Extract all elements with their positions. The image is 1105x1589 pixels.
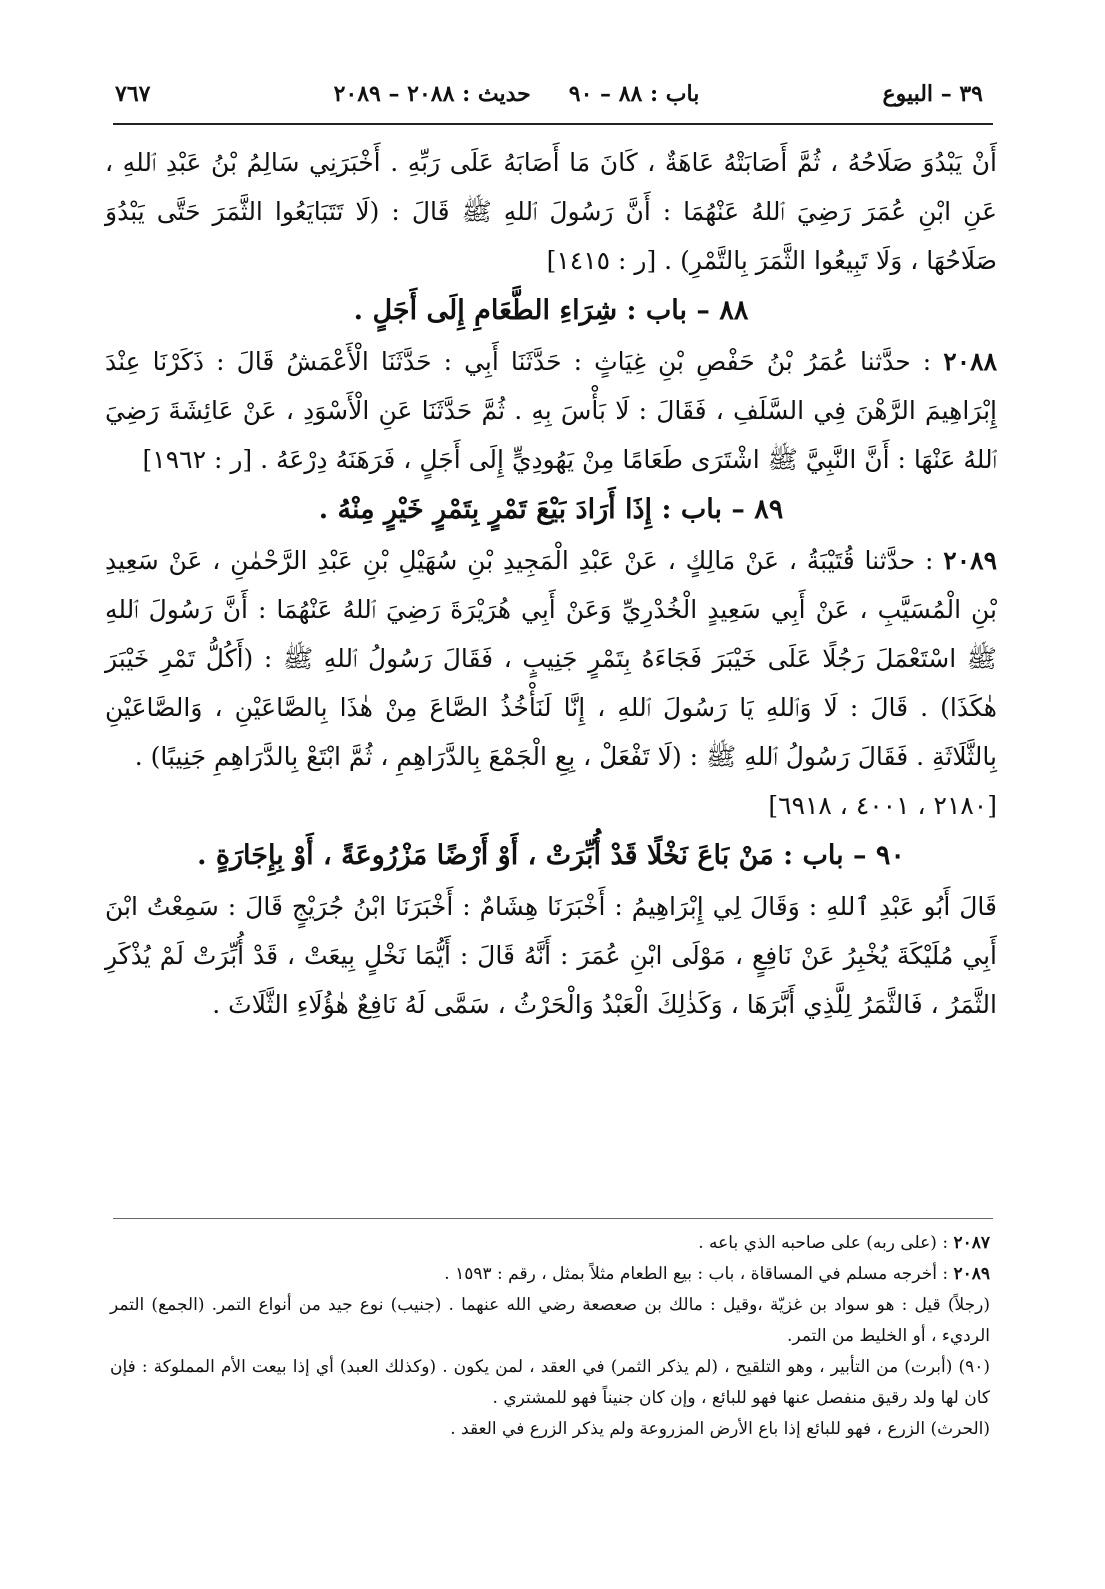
hadith-reference-line-2089 [105, 781, 997, 830]
footnotes [110, 1228, 990, 1445]
paragraph-text-90: قَالَ أَبُو عَبْدِ ٱللهِ : وَقَالَ لِي إِبْرَاهِيمُ : أَخْبَرَنَا هِشَامٌ : أَخْبَرَنَا ابْنُ جُرَيْجٍ قَالَ : سَمِعْتُ ابْنَ أَبِي مُلَيْكَةَ يُخْبِرُ عَنْ نَافِعٍ ، مَوْلَى ابْنِ عُمَرَ : أَنَّهُ قَالَ : أَيُّمَا نَخْلٍ بِيعَتْ ، قَدْ أُبِّرَتْ لَمْ يُذْكَرِ الثَّمَرُ ، فَالثَّمَرُ لِلَّذِي أَبَّرَهَا ، وَكَذٰلِكَ الْعَبْدُ وَالْحَرْثُ ، سَمَّى لَهُ نَافِعٌ هٰؤُلَاءِ الثَّلَاثَ . [105, 892, 997, 1019]
footnote-text-2087: : (على ربه) على صاحبه الذي باعه . [698, 1233, 949, 1253]
footnote-text-2089: : أخرجه مسلم في المساقاة ، باب : بيع الطعام مثلاً بمثل ، رقم : ١٥٩٣ . [444, 1264, 949, 1284]
hadith-2088 [105, 337, 997, 484]
hadith-text-2088: : حدَّثنا عُمَرُ بْنُ حَفْصِ بْنِ غِيَاثٍ : حَدَّثَنَا أَبِي : حَدَّثَنَا الْأَعْمَشُ قَالَ : ذَكَرْنَا عِنْدَ إِبْرَاهِيمَ الرَّهْنَ فِي السَّلَفِ ، فَقَالَ : لَا بَأْسَ بِهِ . ثُمَّ حَدَّثَنَا عَنِ الْأَسْوَدِ ، عَنْ عَائِشَةَ رَضِيَ ٱللهُ عَنْهَا : أَنَّ النَّبِيَّ ﷺ اشْتَرَى طَعَامًا مِنْ يَهُودِيٍّ إِلَى أَجَلٍ ، فَرَهَنَهُ دِرْعَهُ . [105, 347, 997, 474]
chapter-heading-90 [105, 830, 997, 882]
hadith-text-2089: : حدَّثنا قُتَيْبَةُ ، عَنْ مَالِكٍ ، عَنْ عَبْدِ الْمَجِيدِ بْنِ سُهَيْلِ بْنِ عَبْدِ الرَّحْمٰنِ ، عَنْ سَعِيدِ بْنِ الْمُسَيَّبِ ، عَنْ أَبِي سَعِيدٍ الْخُدْرِيِّ وَعَنْ أَبِي هُرَيْرَةَ رَضِيَ ٱللهُ عَنْهُمَا : أَنَّ رَسُولَ ٱللهِ ﷺ اسْتَعْمَلَ رَجُلًا عَلَى خَيْبَرَ فَجَاءَهُ بِتَمْرٍ جَنِيبٍ ، فَقَالَ رَسُولُ ٱللهِ ﷺ : (أَكُلُّ تَمْرِ خَيْبَرَ هٰكَذَا) . قَالَ : لَا وَٱللهِ يَا رَسُولَ ٱللهِ ، إِنَّا لَنَأْخُذُ الصَّاعَ مِنْ هٰذَا بِالصَّاعَيْنِ ، وَالصَّاعَيْنِ بِالثَّلَاثَةِ . فَقَالَ رَسُولُ ٱللهِ ﷺ : (لَا تَفْعَلْ ، بِعِ الْجَمْعَ بِالدَّرَاهِمِ ، ثُمَّ ابْتَعْ بِالدَّرَاهِمِ جَنِيبًا) . [105, 546, 997, 771]
main-text [105, 138, 997, 1029]
opening-paragraph [105, 138, 997, 285]
paragraph-90 [105, 882, 997, 1029]
footnote-harth: (الحرث) الزرع ، فهو للبائع إذا باع الأرض المزروعة ولم يذكر الزرع في العقد . [450, 1419, 990, 1439]
opening-text: أَنْ يَبْدُوَ صَلَاحُهُ ، ثُمَّ أَصَابَتْهُ عَاهَةٌ ، كَانَ مَا أَصَابَهُ عَلَى رَبِّهِ . أَخْبَرَنِي سَالِمُ بْنُ عَبْدِ ٱللهِ ، عَنِ ابْنِ عُمَرَ رَضِيَ ٱللهُ عَنْهُمَا : أَنَّ رَسُولَ ٱللهِ ﷺ قَالَ : (لَا تَتَبَايَعُوا الثَّمَرَ حَتَّى يَبْدُوَ صَلَاحُهَا ، وَلَا تَبِيعُوا الثَّمَرَ بِالتَّمْرِ) . [105, 148, 997, 275]
footnote-number-2089: ٢٠٨٩ [953, 1264, 990, 1284]
chapter-title-90: مَنْ بَاعَ نَخْلًا قَدْ أُبِّرَتْ ، أَوْ أَرْضًا مَزْرُوعَةً ، أَوْ بِإِجَارَةٍ . [197, 840, 774, 871]
book-title: ٣٩ – البيوع [882, 81, 983, 107]
bab-range: باب : ٨٨ – ٩٠ [568, 81, 700, 107]
chapter-heading-88 [105, 285, 997, 337]
hadith-reference-2088: [ر : ١٩٦٢] [142, 445, 253, 474]
footnote-rule [113, 1218, 993, 1219]
chapter-label-88: ٨٨ – باب : [626, 295, 749, 326]
footnote-90: (٩٠) (أبرت) من التأبير ، وهو التلقيح ، (لم يذكر الثمر) في العقد ، لمن يكون . (وكذلك العبد) أي إذا بيعت الأم المملوكة : فإن كان لها ولد رقيق منفصل عنها فهو للبائع ، وإن كان جنيناً فهو للمشتري . [110, 1357, 990, 1408]
header-rule [113, 123, 993, 125]
hadith-number-2088: ٢٠٨٨ [943, 347, 997, 376]
chapter-title-89: إِذَا أَرَادَ بَيْعَ تَمْرٍ بِتَمْرٍ خَيْرٍ مِنْهُ . [318, 494, 653, 525]
footnote-rajulan: (رجلاً) قيل : هو سواد بن غزيّة ،وقيل : مالك بن صعصعة رضي الله عنهما . (جنيب) نوع جيد من أنواع التمر. (الجمع) التمر الرديء ، أو الخليط من التمر. [110, 1295, 990, 1346]
opening-reference: [ر : ١٤١٥] [546, 246, 657, 275]
running-header [115, 76, 983, 112]
hadith-range: حديث : ٢٠٨٨ – ٢٠٨٩ [333, 81, 531, 107]
chapter-label-89: ٨٩ – باب : [661, 494, 784, 525]
hadith-number-2089: ٢٠٨٩ [943, 546, 997, 575]
header-ranges [334, 81, 700, 107]
footnote-number-2087: ٢٠٨٧ [953, 1233, 990, 1253]
footnote-2087 [110, 1228, 990, 1259]
hadith-reference-2089: [٢١٨٠ ، ٤٠٠١ ، ٦٩١٨] [768, 791, 997, 820]
chapter-title-88: شِرَاءِ الطَّعَامِ إِلَى أَجَلٍ . [353, 295, 618, 326]
hadith-2089 [105, 536, 997, 781]
chapter-heading-89 [105, 484, 997, 536]
page-number: ٧٦٧ [115, 81, 151, 107]
footnote-2089 [110, 1259, 990, 1290]
chapter-label-90: ٩٠ – باب : [783, 840, 905, 871]
